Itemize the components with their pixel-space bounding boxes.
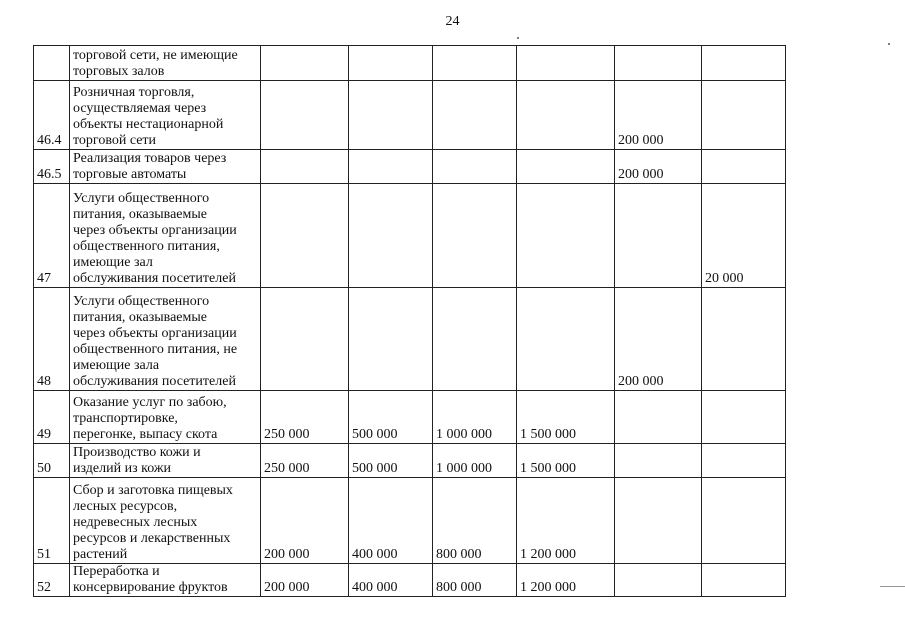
activity-name bbox=[70, 184, 261, 288]
activity-name bbox=[70, 46, 261, 81]
value-cell bbox=[433, 288, 517, 391]
activity-name-line: консервирование фруктов bbox=[73, 580, 228, 595]
activity-name-line: Реализация товаров через bbox=[73, 151, 227, 166]
value-cell bbox=[702, 46, 786, 81]
value-cell bbox=[261, 150, 349, 184]
value-cell: 200 000 bbox=[261, 564, 349, 597]
row-number: 51 bbox=[34, 478, 70, 564]
row-number: 52 bbox=[34, 564, 70, 597]
table-row bbox=[34, 288, 874, 391]
value-cell: 400 000 bbox=[349, 564, 433, 597]
activity-name-line: питания, оказываемые bbox=[73, 207, 207, 222]
value-cell: 200 000 bbox=[261, 478, 349, 564]
activity-name-line: Услуги общественного bbox=[73, 294, 210, 309]
table-row bbox=[34, 81, 874, 150]
value-cell bbox=[517, 46, 615, 81]
activity-name-line: изделий из кожи bbox=[73, 461, 172, 476]
row-number bbox=[34, 46, 70, 81]
activity-name-line: общественного питания, не bbox=[73, 342, 238, 357]
table-row bbox=[34, 150, 874, 184]
activity-name-line: через объекты организации bbox=[73, 223, 237, 238]
value-cell: 800 000 bbox=[433, 564, 517, 597]
value-cell bbox=[433, 150, 517, 184]
value-cell bbox=[433, 184, 517, 288]
value-cell bbox=[702, 81, 786, 150]
activity-name-line: торговой сети, не имеющие bbox=[73, 48, 238, 63]
value-cell: 250 000 bbox=[261, 444, 349, 478]
activity-name-line: через объекты организации bbox=[73, 326, 237, 341]
activity-name-line: Сбор и заготовка пищевых bbox=[73, 483, 233, 498]
activity-name-line: обслуживания посетителей bbox=[73, 271, 236, 286]
value-cell bbox=[349, 81, 433, 150]
activity-name-line: осуществляемая через bbox=[73, 101, 207, 116]
value-cell bbox=[517, 81, 615, 150]
activity-name-line: растений bbox=[73, 547, 128, 562]
value-cell: 800 000 bbox=[433, 478, 517, 564]
table-row bbox=[34, 564, 874, 597]
value-cell bbox=[702, 444, 786, 478]
activity-name-line: объекты нестационарной bbox=[73, 117, 224, 132]
activity-name bbox=[70, 150, 261, 184]
activity-name-line: Услуги общественного bbox=[73, 191, 210, 206]
value-cell: 1 500 000 bbox=[517, 391, 615, 444]
table-row bbox=[34, 46, 874, 81]
value-cell bbox=[702, 150, 786, 184]
activity-name-line: торговых залов bbox=[73, 64, 165, 79]
activity-name-line: питания, оказываемые bbox=[73, 310, 207, 325]
activity-name bbox=[70, 288, 261, 391]
value-cell: 200 000 bbox=[615, 150, 702, 184]
activity-name-line: Переработка и bbox=[73, 564, 160, 579]
table-row bbox=[34, 444, 874, 478]
value-cell bbox=[261, 46, 349, 81]
value-cell bbox=[517, 288, 615, 391]
value-cell bbox=[615, 444, 702, 478]
scan-speck bbox=[517, 37, 519, 39]
value-cell bbox=[433, 46, 517, 81]
activity-name-line: перегонке, выпасу скота bbox=[73, 427, 218, 442]
value-cell bbox=[615, 184, 702, 288]
activity-name bbox=[70, 444, 261, 478]
activity-name bbox=[70, 478, 261, 564]
activity-name-line: лесных ресурсов, bbox=[73, 499, 178, 514]
activity-name-line: обслуживания посетителей bbox=[73, 374, 236, 389]
page-number: 24 bbox=[445, 14, 460, 29]
activity-name-line: недревесных лесных bbox=[73, 515, 198, 530]
value-cell bbox=[517, 184, 615, 288]
row-number: 49 bbox=[34, 391, 70, 444]
activity-name bbox=[70, 564, 261, 597]
value-cell: 400 000 bbox=[349, 478, 433, 564]
value-cell bbox=[702, 288, 786, 391]
value-cell bbox=[615, 478, 702, 564]
table-row bbox=[34, 184, 874, 288]
value-cell: 500 000 bbox=[349, 391, 433, 444]
value-cell bbox=[702, 478, 786, 564]
value-cell bbox=[349, 288, 433, 391]
value-cell bbox=[702, 391, 786, 444]
row-number: 46.5 bbox=[34, 150, 70, 184]
activity-name-line: торговой сети bbox=[73, 133, 157, 148]
activity-name-line: транспортировке, bbox=[73, 411, 178, 426]
value-cell bbox=[349, 184, 433, 288]
activity-name-line: Производство кожи и bbox=[73, 445, 201, 460]
activity-name-line: имеющие зала bbox=[73, 358, 160, 373]
activity-name-line: торговые автоматы bbox=[73, 167, 187, 182]
scan-mark-line bbox=[880, 586, 905, 587]
value-cell bbox=[433, 81, 517, 150]
activity-name-line: имеющие зал bbox=[73, 255, 153, 270]
value-cell: 250 000 bbox=[261, 391, 349, 444]
value-cell: 200 000 bbox=[615, 288, 702, 391]
value-cell bbox=[349, 46, 433, 81]
value-cell: 500 000 bbox=[349, 444, 433, 478]
value-cell: 1 500 000 bbox=[517, 444, 615, 478]
table-row bbox=[34, 478, 874, 564]
activity-name-line: общественного питания, bbox=[73, 239, 220, 254]
row-number: 47 bbox=[34, 184, 70, 288]
scan-speck bbox=[888, 43, 890, 45]
activity-name-line: Оказание услуг по забою, bbox=[73, 395, 227, 410]
row-number: 50 bbox=[34, 444, 70, 478]
value-cell: 20 000 bbox=[702, 184, 786, 288]
activity-name-line: ресурсов и лекарственных bbox=[73, 531, 231, 546]
value-cell bbox=[615, 564, 702, 597]
value-cell bbox=[517, 150, 615, 184]
activity-name-line: Розничная торговля, bbox=[73, 85, 195, 100]
value-cell bbox=[615, 391, 702, 444]
value-cell bbox=[261, 184, 349, 288]
value-cell: 1 000 000 bbox=[433, 444, 517, 478]
value-cell bbox=[702, 564, 786, 597]
activity-name bbox=[70, 81, 261, 150]
value-cell bbox=[349, 150, 433, 184]
value-cell: 1 000 000 bbox=[433, 391, 517, 444]
value-cell bbox=[615, 46, 702, 81]
tax-rate-table bbox=[33, 45, 874, 597]
value-cell: 200 000 bbox=[615, 81, 702, 150]
value-cell bbox=[261, 81, 349, 150]
row-number: 48 bbox=[34, 288, 70, 391]
value-cell bbox=[261, 288, 349, 391]
table-row bbox=[34, 391, 874, 444]
activity-name bbox=[70, 391, 261, 444]
row-number: 46.4 bbox=[34, 81, 70, 150]
value-cell: 1 200 000 bbox=[517, 564, 615, 597]
value-cell: 1 200 000 bbox=[517, 478, 615, 564]
